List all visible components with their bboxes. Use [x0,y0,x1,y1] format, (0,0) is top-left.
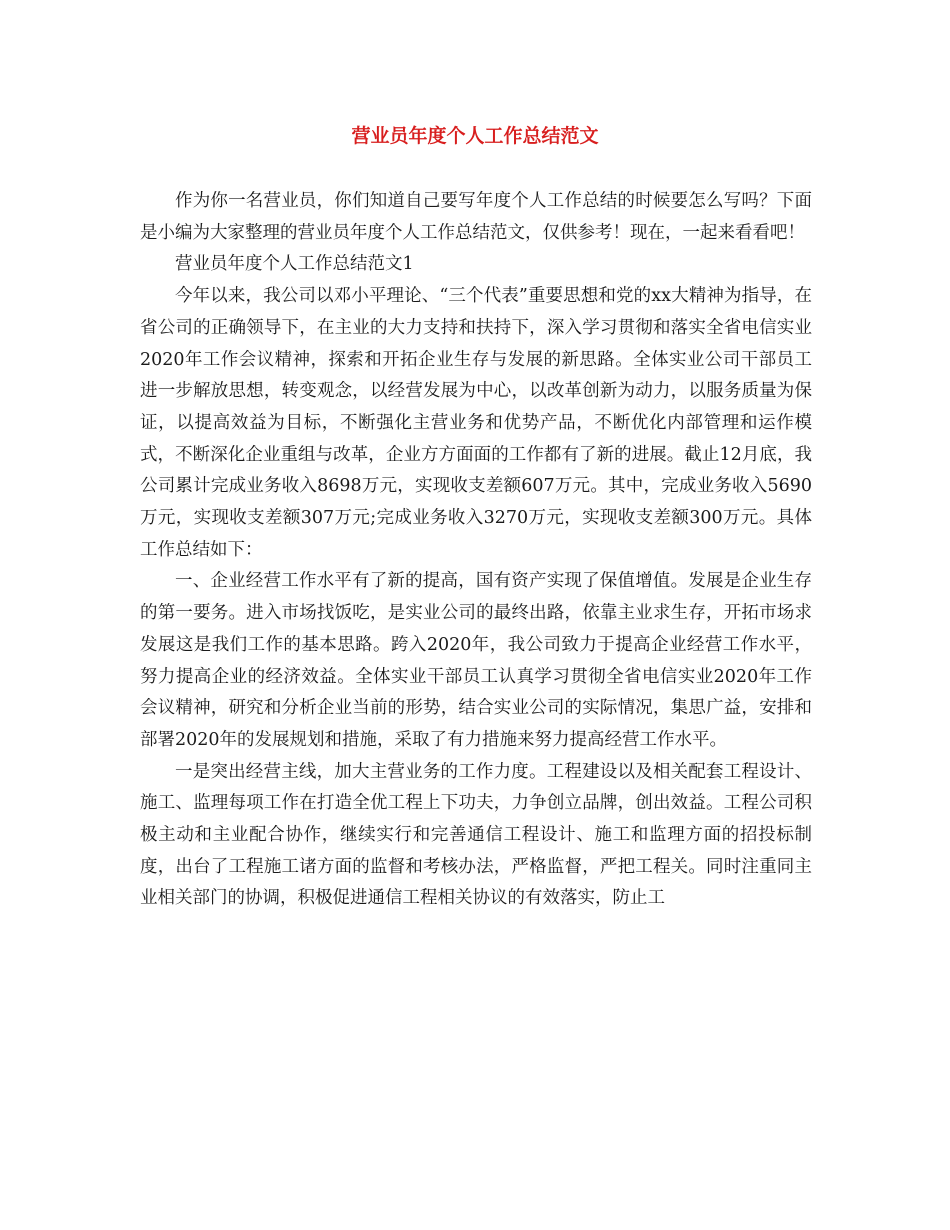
document-body [140,186,812,915]
section-heading: 营业员年度个人工作总结范文1 [175,254,414,275]
intro-paragraph: 作为你一名营业员，你们知道自己要写年度个人工作总结的时候要怎么写吗？下面是小编为大家整理的营业员年度个人工作总结范文，仅供参考！现在，一起来看看吧！ [140,191,812,243]
body-paragraph-point-one: 一是突出经营主线，加大主营业务的工作力度。工程建设以及相关配套工程设计、施工、监理每项工作在打造全优工程上下功夫，力争创立品牌，创出效益。工程公司积极主动和主业配合协作，继续实行和完善通信工程设计、施工和监理方面的招投标制度，出台了工程施工诸方面的监督和考核办法，严格监督，严把工程关。同时注重同主业相关部门的协调，积极促进通信工程相关协议的有效落实，防止工 [140,761,812,909]
body-paragraph-overview: 今年以来，我公司以邓小平理论、“三个代表”重要思想和党的xx大精神为指导，在省公司的正确领导下，在主业的大力支持和扶持下，深入学习贯彻和落实全省电信实业2020年工作会议精神，探索和开拓企业生存与发展的新思路。全体实业公司干部员工进一步解放思想，转变观念，以经营发展为中心，以改革创新为动力，以服务质量为保证，以提高效益为目标，不断强化主营业务和优势产品，不断优化内部管理和运作模式，不断深化企业重组与改革，企业方方面面的工作都有了新的进展。截止12月底，我公司累计完成业务收入8698万元，实现收支差额607万元。其中，完成业务收入5690万元，实现收支差额307万元;完成业务收入3270万元，实现收支差额300万元。具体工作总结如下： [140,286,812,560]
body-paragraph-section-one: 一、企业经营工作水平有了新的提高，国有资产实现了保值增值。发展是企业生存的第一要务。进入市场找饭吃，是实业公司的最终出路，依靠主业求生存，开拓市场求发展这是我们工作的基本思路。跨入2020年，我公司致力于提高企业经营工作水平，努力提高企业的经济效益。全体实业干部员工认真学习贯彻全省电信实业2020年工作会议精神，研究和分析企业当前的形势，结合实业公司的实际情况，集思广益，安排和部署2020年的发展规划和措施，采取了有力措施来努力提高经营工作水平。 [140,571,812,750]
document-title: 营业员年度个人工作总结范文 [351,125,599,147]
